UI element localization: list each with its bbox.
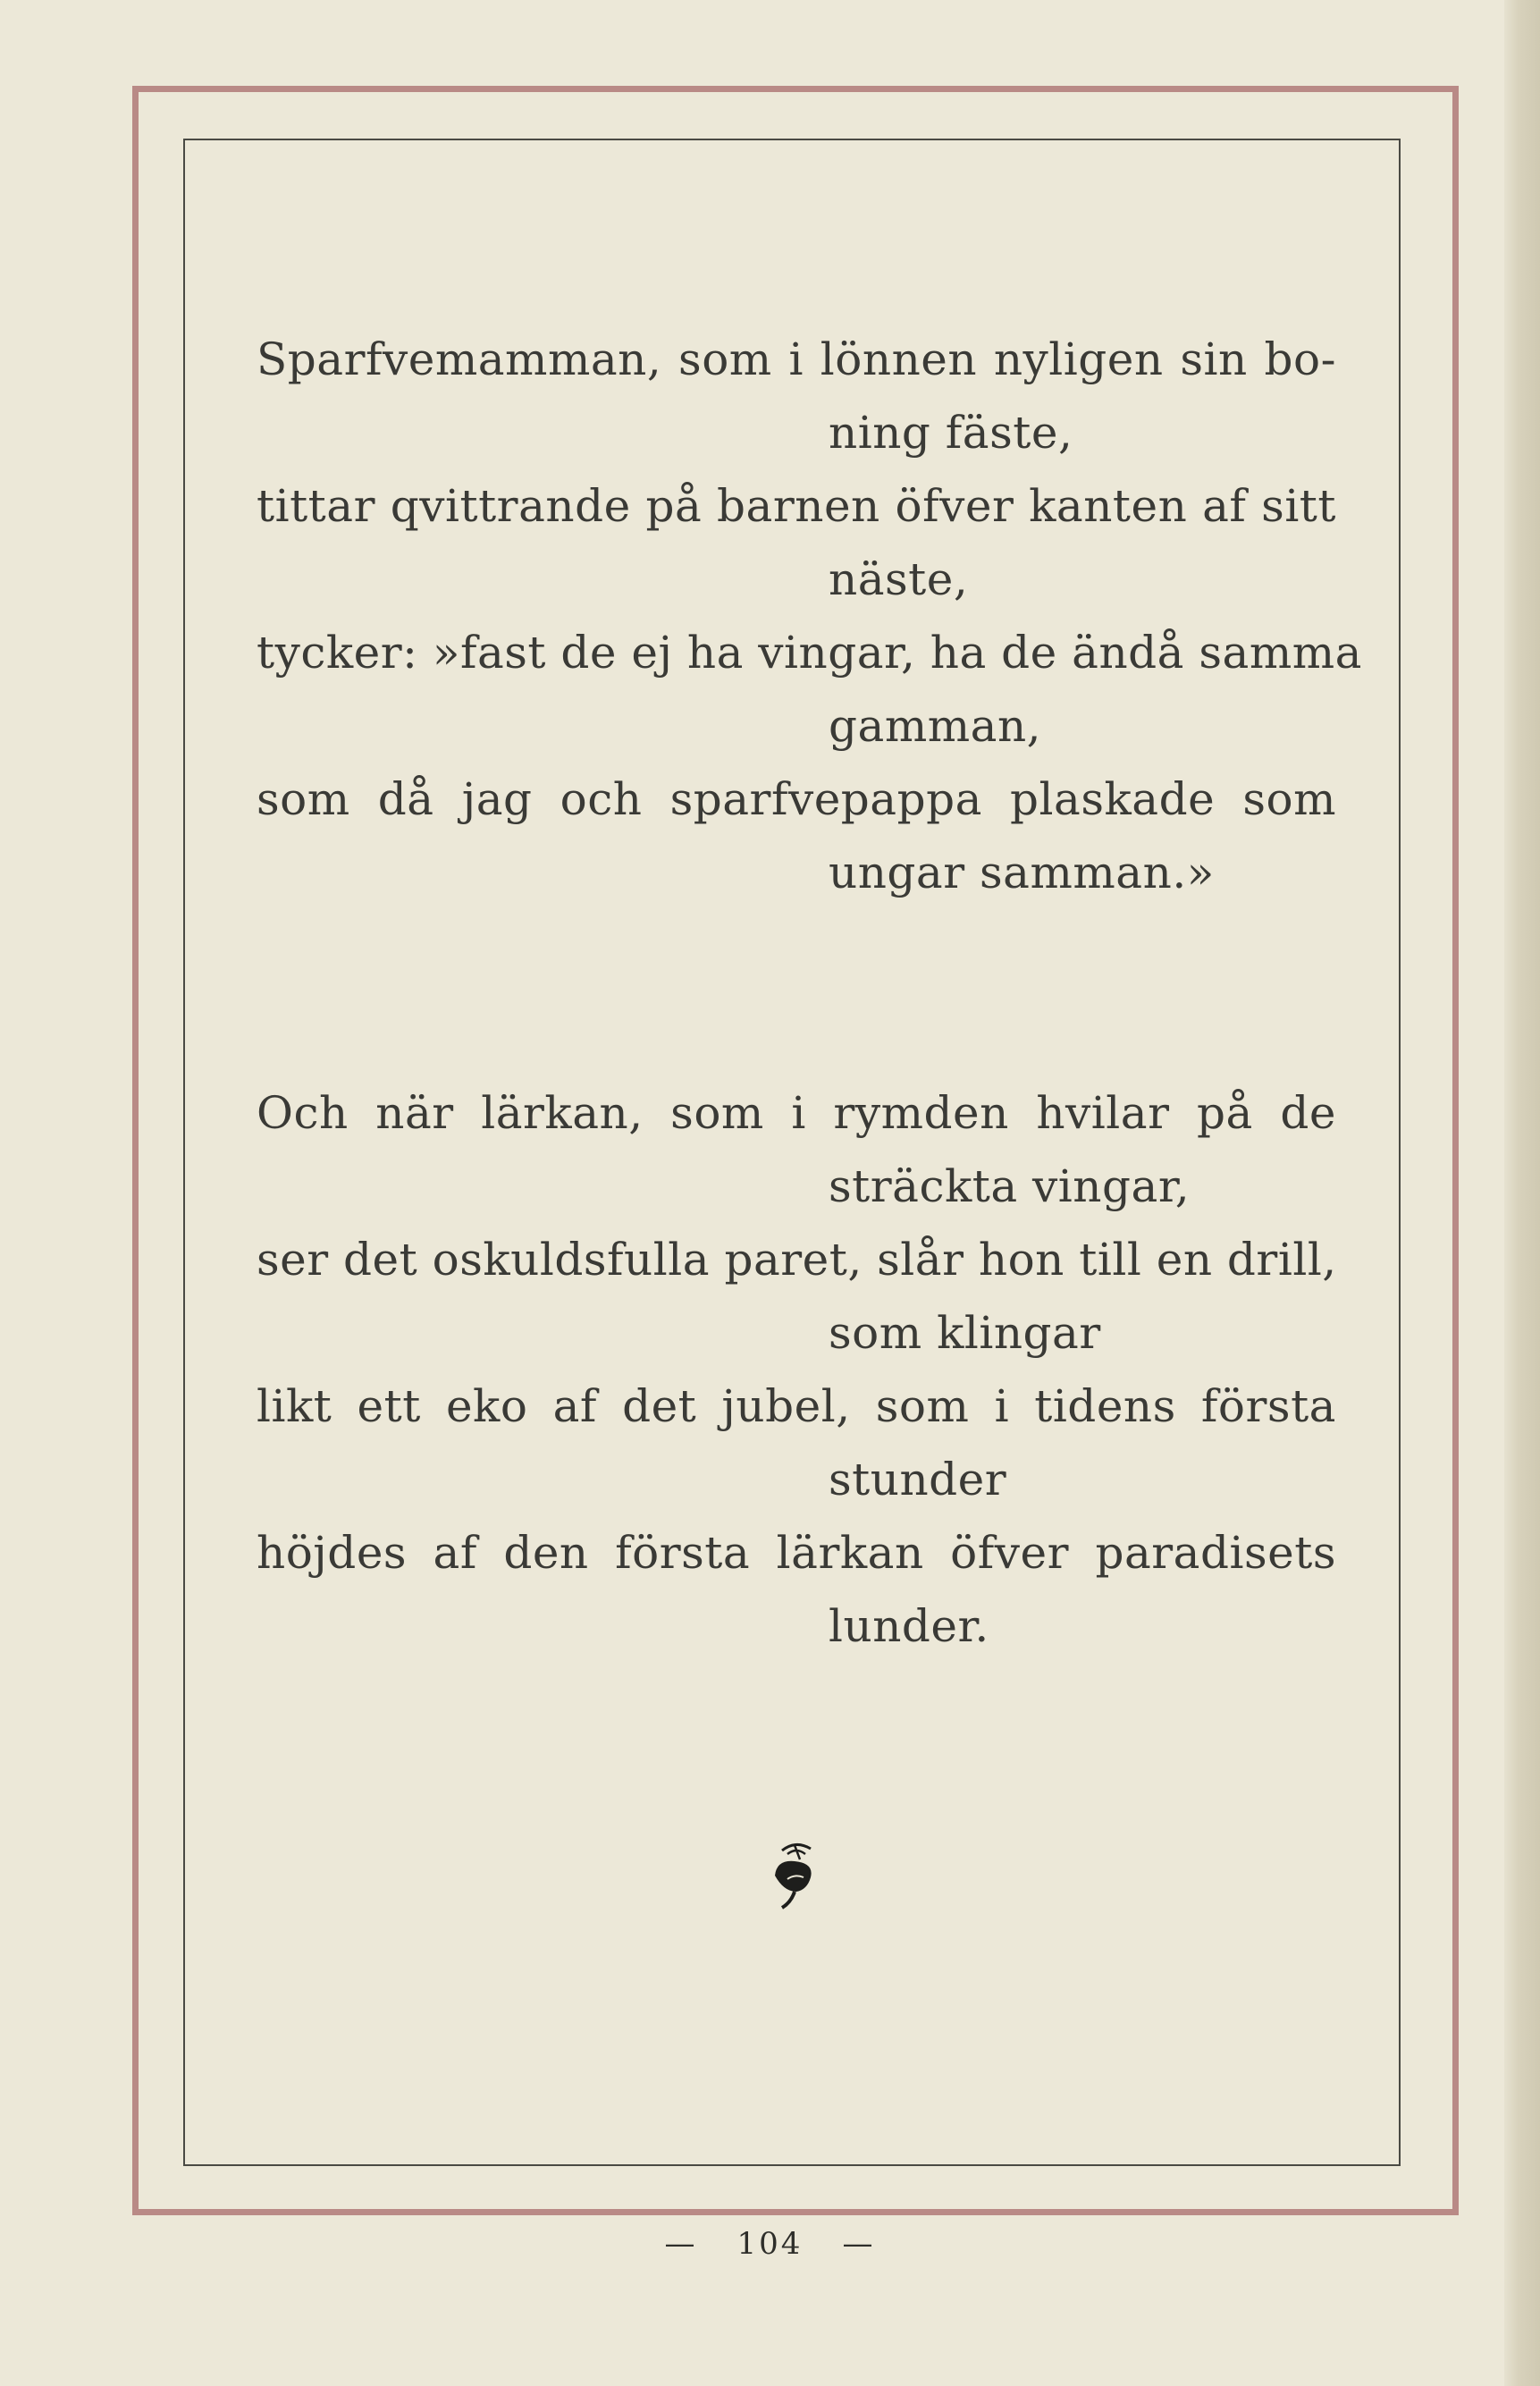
stanza-1-line-4: näste, bbox=[829, 553, 969, 605]
stanza-1-line-6: gamman, bbox=[829, 700, 1042, 752]
stanza-2-line-4: som klingar bbox=[829, 1307, 1101, 1359]
stanza-2-line-1: Och när lärkan, som i rymden hvilar på de bbox=[257, 1087, 1336, 1139]
stanza-2 bbox=[257, 1076, 1336, 1663]
stanza-2-line-3: ser det oskuldsfulla paret, slår hon till en drill, bbox=[257, 1234, 1337, 1286]
stanza-2-line-7: höjdes af den första lärkan öfver paradisets bbox=[257, 1527, 1336, 1579]
page-number-dash-left: — bbox=[664, 2226, 698, 2262]
page-edge-shadow bbox=[1504, 0, 1540, 2386]
stanza-2-line-5: likt ett eko af det jubel, som i tidens första bbox=[257, 1380, 1336, 1432]
stanza-2-line-8: lunder. bbox=[829, 1600, 989, 1652]
floral-ornament-icon bbox=[764, 1840, 827, 1911]
stanza-1-line-2: ning fäste, bbox=[829, 407, 1073, 459]
stanza-1-line-1: Sparfvemamman, som i lönnen nyligen sin bo- bbox=[257, 333, 1336, 385]
page-number bbox=[0, 2226, 1540, 2262]
stanza-1-line-5: tycker: »fast de ej ha vingar, ha de ändå samma bbox=[257, 627, 1362, 679]
page-number-value: 104 bbox=[736, 2226, 804, 2262]
stanza-2-line-6: stunder bbox=[829, 1454, 1007, 1505]
stanza-1-line-3: tittar qvittrande på barnen öfver kanten af sitt bbox=[257, 480, 1336, 532]
stanza-2-line-2: sträckta vingar, bbox=[829, 1160, 1191, 1212]
stanza-1-line-8: ungar samman.» bbox=[829, 847, 1215, 898]
stanza-1-line-7: som då jag och sparfvepappa plaskade som bbox=[257, 773, 1336, 825]
page-number-dash-right: — bbox=[842, 2226, 876, 2262]
stanza-1 bbox=[257, 323, 1362, 909]
